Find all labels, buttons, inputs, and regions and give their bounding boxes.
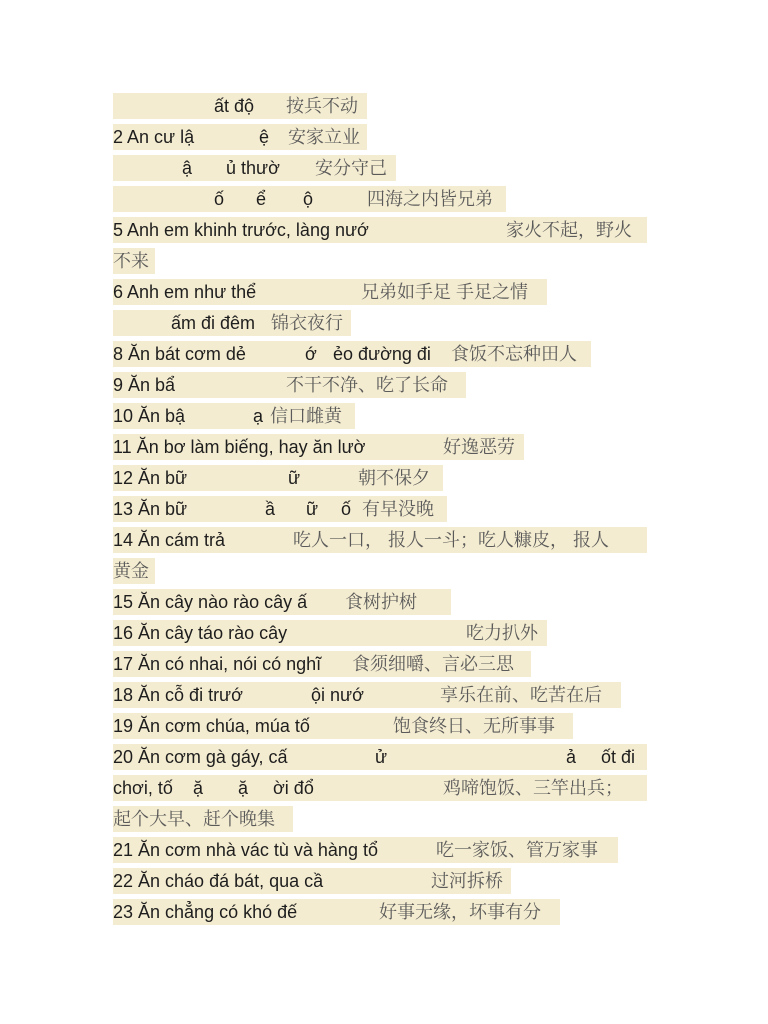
vietnamese-text: ể	[256, 189, 267, 209]
vietnamese-text: ữ	[288, 468, 301, 488]
vietnamese-text: ủ thườ	[226, 158, 280, 178]
vietnamese-text: ời đổ	[273, 778, 314, 798]
vietnamese-text: ầ	[265, 499, 276, 519]
vietnamese-text: ặ	[193, 778, 204, 798]
vietnamese-text: 22 Ăn cháo đá bát, qua cầ	[113, 871, 324, 891]
chinese-text: 按兵不动	[286, 96, 358, 116]
vietnamese-text: ệ	[259, 127, 270, 147]
chinese-text: 四海之内皆兄弟	[367, 189, 493, 209]
vietnamese-text: 21 Ăn cơm nhà vác tù và hàng tổ	[113, 840, 378, 860]
vietnamese-text: 15 Ăn cây nào rào cây ấ	[113, 592, 308, 612]
vietnamese-text: ạ	[253, 406, 264, 426]
vietnamese-text: ội nướ	[311, 685, 364, 705]
chinese-text: 锦衣夜行	[271, 313, 343, 333]
chinese-text: 好逸恶劳	[443, 437, 515, 457]
vietnamese-text: ữ	[306, 499, 319, 519]
vietnamese-text: 19 Ăn cơm chúa, múa tố	[113, 716, 310, 736]
vietnamese-text: 13 Ăn bữ	[113, 499, 188, 519]
vietnamese-text: 17 Ăn có nhai, nói có nghĩ	[113, 654, 322, 674]
vietnamese-text: ất độ	[214, 96, 255, 116]
vietnamese-text: 8 Ăn bát cơm dẻ	[113, 344, 246, 364]
chinese-text: 鸡啼饱饭、三竿出兵；	[443, 778, 623, 798]
chinese-text: 饱食终日、无所事事	[393, 716, 555, 736]
chinese-text: 有早没晚	[362, 499, 434, 519]
vietnamese-text: ử	[375, 747, 388, 767]
vietnamese-text: 16 Ăn cây táo rào cây	[113, 623, 288, 643]
chinese-text: 吃力扒外	[466, 623, 538, 643]
vietnamese-text: 12 Ăn bữ	[113, 468, 188, 488]
chinese-text: 安家立业	[288, 127, 360, 147]
vietnamese-text: 10 Ăn bậ	[113, 406, 186, 426]
chinese-text: 家火不起，野火	[506, 220, 632, 240]
vietnamese-text: ấm đi đêm	[171, 313, 256, 333]
vietnamese-text: 20 Ăn cơm gà gáy, cấ	[113, 747, 288, 767]
vietnamese-text: 6 Anh em như thể	[113, 282, 257, 302]
chinese-text: 食须细嚼、言必三思	[352, 654, 514, 674]
vietnamese-text: ớ	[305, 344, 317, 364]
vietnamese-text: 5 Anh em khinh trước, làng nướ	[113, 220, 369, 240]
chinese-text: 食饭不忘种田人	[451, 344, 577, 364]
chinese-text: 黄金	[113, 561, 149, 581]
chinese-text: 不来	[113, 251, 149, 271]
vietnamese-text: 9 Ăn bẩ	[113, 375, 176, 395]
vietnamese-text: 23 Ăn chẳng có khó đế	[113, 902, 298, 922]
vietnamese-text: 2 An cư lậ	[113, 127, 195, 147]
vietnamese-text: ốt đi	[601, 747, 636, 767]
vietnamese-text: ẻo đường đi	[333, 344, 431, 364]
vietnamese-text: 11 Ăn bơ làm biếng, hay ăn lườ	[113, 437, 366, 457]
chinese-text: 起个大早、赶个晚集	[113, 809, 275, 829]
chinese-text: 不干不净、吃了长命	[286, 375, 448, 395]
vietnamese-text: 18 Ăn cỗ đi trướ	[113, 685, 243, 705]
chinese-text: 信口雌黄	[270, 406, 342, 426]
vietnamese-text: ố	[341, 499, 352, 519]
vietnamese-text: 14 Ăn cám trả	[113, 530, 226, 550]
chinese-text: 安分守己	[315, 158, 387, 178]
vietnamese-text: ố	[214, 189, 225, 209]
chinese-text: 兄弟如手足 手足之情	[361, 282, 529, 302]
chinese-text: 过河拆桥	[431, 871, 503, 891]
vietnamese-text: ặ	[238, 778, 249, 798]
chinese-text: 吃一家饭、管万家事	[436, 840, 598, 860]
vietnamese-text: ộ	[303, 189, 314, 209]
chinese-text: 朝不保夕	[358, 468, 430, 488]
chinese-text: 享乐在前、吃苦在后	[440, 685, 602, 705]
vietnamese-text: ậ	[182, 158, 193, 178]
vietnamese-text: chơi, tố	[113, 778, 173, 798]
vietnamese-text: ả	[566, 747, 577, 767]
chinese-text: 食树护树	[345, 592, 417, 612]
chinese-text: 吃人一口， 报人一斗；吃人糠皮， 报人	[293, 530, 610, 550]
chinese-text: 好事无缘，坏事有分	[379, 902, 541, 922]
